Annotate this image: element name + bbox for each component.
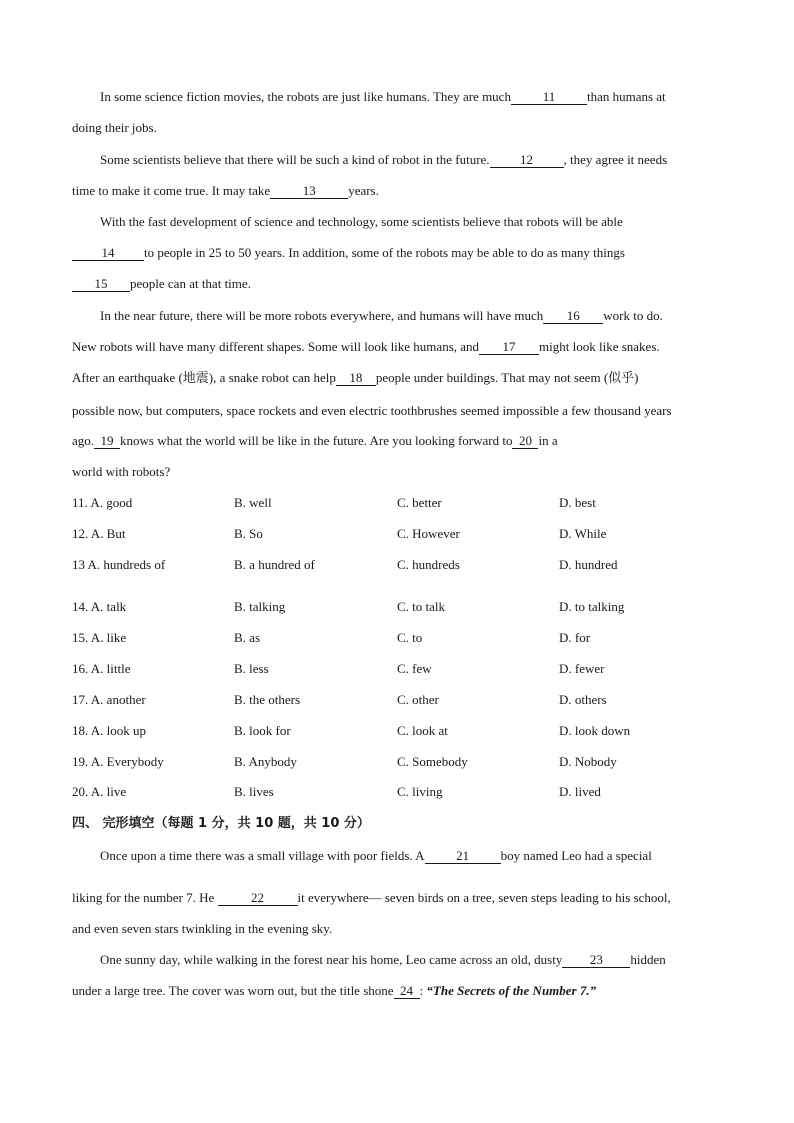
- text: work to do.: [603, 308, 663, 323]
- passage2-line: [72, 890, 724, 906]
- blank-17[interactable]: 17: [479, 340, 539, 355]
- text: In some science fiction movies, the robots are just like humans. They are much: [100, 89, 511, 104]
- option-b[interactable]: B. the others: [234, 692, 301, 707]
- option-row-19: [72, 754, 724, 770]
- passage2-line: [72, 921, 724, 937]
- passage1-line: [100, 89, 724, 105]
- text: :: [419, 983, 424, 998]
- blank-12[interactable]: 12: [490, 153, 564, 168]
- passage2-line: [100, 952, 724, 968]
- option-text: A. live: [90, 784, 127, 799]
- text: Once upon a time there was a small village with poor fields. A: [100, 848, 425, 863]
- option-row-12: [72, 526, 724, 542]
- option-c[interactable]: C. However: [397, 526, 460, 541]
- passage1-line: [72, 339, 724, 355]
- passage1-line: [72, 403, 724, 419]
- blank-14[interactable]: 14: [72, 246, 144, 261]
- option-d[interactable]: D. to talking: [559, 599, 625, 614]
- option-a[interactable]: [72, 495, 132, 511]
- option-c[interactable]: C. Somebody: [397, 754, 468, 769]
- question-number: 18.: [72, 723, 89, 738]
- option-row-16: [72, 661, 724, 677]
- passage1-line: [100, 308, 724, 324]
- question-number: 15.: [72, 630, 89, 645]
- option-row-20: [72, 784, 724, 800]
- text: might look like snakes.: [539, 339, 660, 354]
- text: possible now, but computers, space rockets and even electric toothbrushes seemed impossible a few thousand years: [72, 403, 672, 418]
- option-text: A. Everybody: [90, 754, 164, 769]
- book-title: “The Secrets of the Number 7.”: [426, 983, 597, 998]
- question-number: 19.: [72, 754, 89, 769]
- question-number: 14.: [72, 599, 89, 614]
- blank-16[interactable]: 16: [543, 309, 603, 324]
- text: , they agree it needs: [563, 152, 668, 167]
- text: boy named Leo had a special: [500, 848, 652, 863]
- option-text: A. like: [90, 630, 127, 645]
- option-c[interactable]: C. better: [397, 495, 442, 510]
- option-text: A. hundreds of: [87, 557, 166, 572]
- option-a[interactable]: [72, 599, 126, 615]
- option-text: A. talk: [90, 599, 127, 614]
- blank-23[interactable]: 23: [562, 953, 630, 968]
- option-d[interactable]: D. While: [559, 526, 607, 541]
- option-row-14: [72, 599, 724, 615]
- option-a[interactable]: [72, 754, 164, 770]
- option-b[interactable]: B. talking: [234, 599, 286, 614]
- text: With the fast development of science and technology, some scientists believe that robots will be able: [100, 214, 623, 229]
- passage1-line: [72, 370, 724, 386]
- option-row-18: [72, 723, 724, 739]
- question-number: 13: [72, 557, 85, 572]
- text: years.: [348, 183, 379, 198]
- passage1-line: [72, 183, 724, 199]
- option-a[interactable]: [72, 692, 146, 708]
- text: doing their jobs.: [72, 120, 157, 135]
- text: hidden: [630, 952, 666, 967]
- option-d[interactable]: D. others: [559, 692, 607, 707]
- blank-18[interactable]: 18: [336, 371, 376, 386]
- section-heading: 四、 完形填空（每题 1 分，共 10 题，共 10 分）: [72, 816, 370, 831]
- option-a[interactable]: [72, 557, 165, 573]
- blank-19[interactable]: 19: [94, 434, 120, 449]
- option-b[interactable]: B. well: [234, 495, 272, 510]
- text: time to make it come true. It may take: [72, 183, 271, 198]
- text: under a large tree. The cover was worn out, but the title shone: [72, 983, 394, 998]
- passage1-line: [100, 214, 724, 230]
- blank-13[interactable]: 13: [270, 184, 348, 199]
- text: people can at that time.: [130, 276, 251, 291]
- blank-15[interactable]: 15: [72, 277, 130, 292]
- option-d[interactable]: D. fewer: [559, 661, 605, 676]
- option-a[interactable]: [72, 723, 146, 739]
- blank-20[interactable]: 20: [512, 434, 538, 449]
- option-b[interactable]: B. Anybody: [234, 754, 297, 769]
- option-b[interactable]: B. a hundred of: [234, 557, 315, 572]
- passage1-line: [100, 152, 724, 168]
- option-c[interactable]: C. to: [397, 630, 423, 645]
- option-a[interactable]: [72, 630, 126, 646]
- option-c[interactable]: C. to talk: [397, 599, 446, 614]
- passage1-line: [72, 276, 724, 292]
- text: New robots will have many different shapes. Some will look like humans, and: [72, 339, 480, 354]
- blank-24[interactable]: 24: [394, 984, 420, 999]
- option-c[interactable]: C. hundreds: [397, 557, 460, 572]
- option-text: A. look up: [90, 723, 147, 738]
- option-text: A. another: [90, 692, 146, 707]
- option-b[interactable]: B. as: [234, 630, 260, 645]
- text: After an earthquake (地震), a snake robot can help: [72, 370, 336, 385]
- blank-21[interactable]: 21: [425, 849, 501, 864]
- option-d[interactable]: D. for: [559, 630, 591, 645]
- question-number: 16.: [72, 661, 89, 676]
- text: in a: [538, 433, 558, 448]
- blank-11[interactable]: 11: [511, 90, 587, 105]
- text: than humans at: [586, 89, 666, 104]
- text: world with robots?: [72, 464, 171, 479]
- option-row-11: [72, 495, 724, 511]
- passage1-line: [72, 120, 724, 136]
- text: people under buildings. That may not seem (似乎): [375, 370, 639, 385]
- option-b[interactable]: B. So: [234, 526, 263, 541]
- option-a[interactable]: [72, 661, 131, 677]
- option-text: A. But: [90, 526, 126, 541]
- question-number: 11.: [72, 495, 88, 510]
- text: Some scientists believe that there will be such a kind of robot in the future.: [100, 152, 490, 167]
- option-d[interactable]: D. lived: [559, 784, 601, 799]
- passage1-line: [72, 245, 724, 261]
- question-number: 20.: [72, 784, 89, 799]
- option-row-17: [72, 692, 724, 708]
- option-c[interactable]: C. look at: [397, 723, 448, 738]
- option-b[interactable]: B. less: [234, 661, 269, 676]
- text: liking for the number 7. He: [72, 890, 215, 905]
- text: and even seven stars twinkling in the evening sky.: [72, 921, 333, 936]
- passage1-line: [72, 433, 724, 449]
- text: to people in 25 to 50 years. In addition, some of the robots may be able to do as many things: [144, 245, 625, 260]
- option-b[interactable]: B. look for: [234, 723, 291, 738]
- option-c[interactable]: C. living: [397, 784, 443, 799]
- question-number: 17.: [72, 692, 89, 707]
- option-row-13: [72, 557, 724, 573]
- option-b[interactable]: B. lives: [234, 784, 274, 799]
- text: ago.: [72, 433, 95, 448]
- option-text: A. good: [90, 495, 133, 510]
- option-d[interactable]: D. Nobody: [559, 754, 617, 769]
- text: One sunny day, while walking in the forest near his home, Leo came across an old, dusty: [100, 952, 563, 967]
- option-row-15: [72, 630, 724, 646]
- blank-22[interactable]: 22: [218, 891, 298, 906]
- text: it everywhere— seven birds on a tree, seven steps leading to his school,: [297, 890, 671, 905]
- passage2-line: [100, 848, 724, 864]
- option-d[interactable]: D. hundred: [559, 557, 618, 572]
- option-d[interactable]: D. look down: [559, 723, 631, 738]
- question-number: 12.: [72, 526, 89, 541]
- passage2-line: [72, 983, 724, 999]
- text: In the near future, there will be more robots everywhere, and humans will have much: [100, 308, 544, 323]
- option-d[interactable]: D. best: [559, 495, 596, 510]
- text: knows what the world will be like in the future. Are you looking forward to: [120, 433, 513, 448]
- option-c[interactable]: C. few: [397, 661, 432, 676]
- option-a[interactable]: [72, 526, 125, 542]
- option-text: A. little: [90, 661, 131, 676]
- option-c[interactable]: C. other: [397, 692, 439, 707]
- option-a[interactable]: [72, 784, 126, 800]
- passage1-line: [72, 464, 724, 480]
